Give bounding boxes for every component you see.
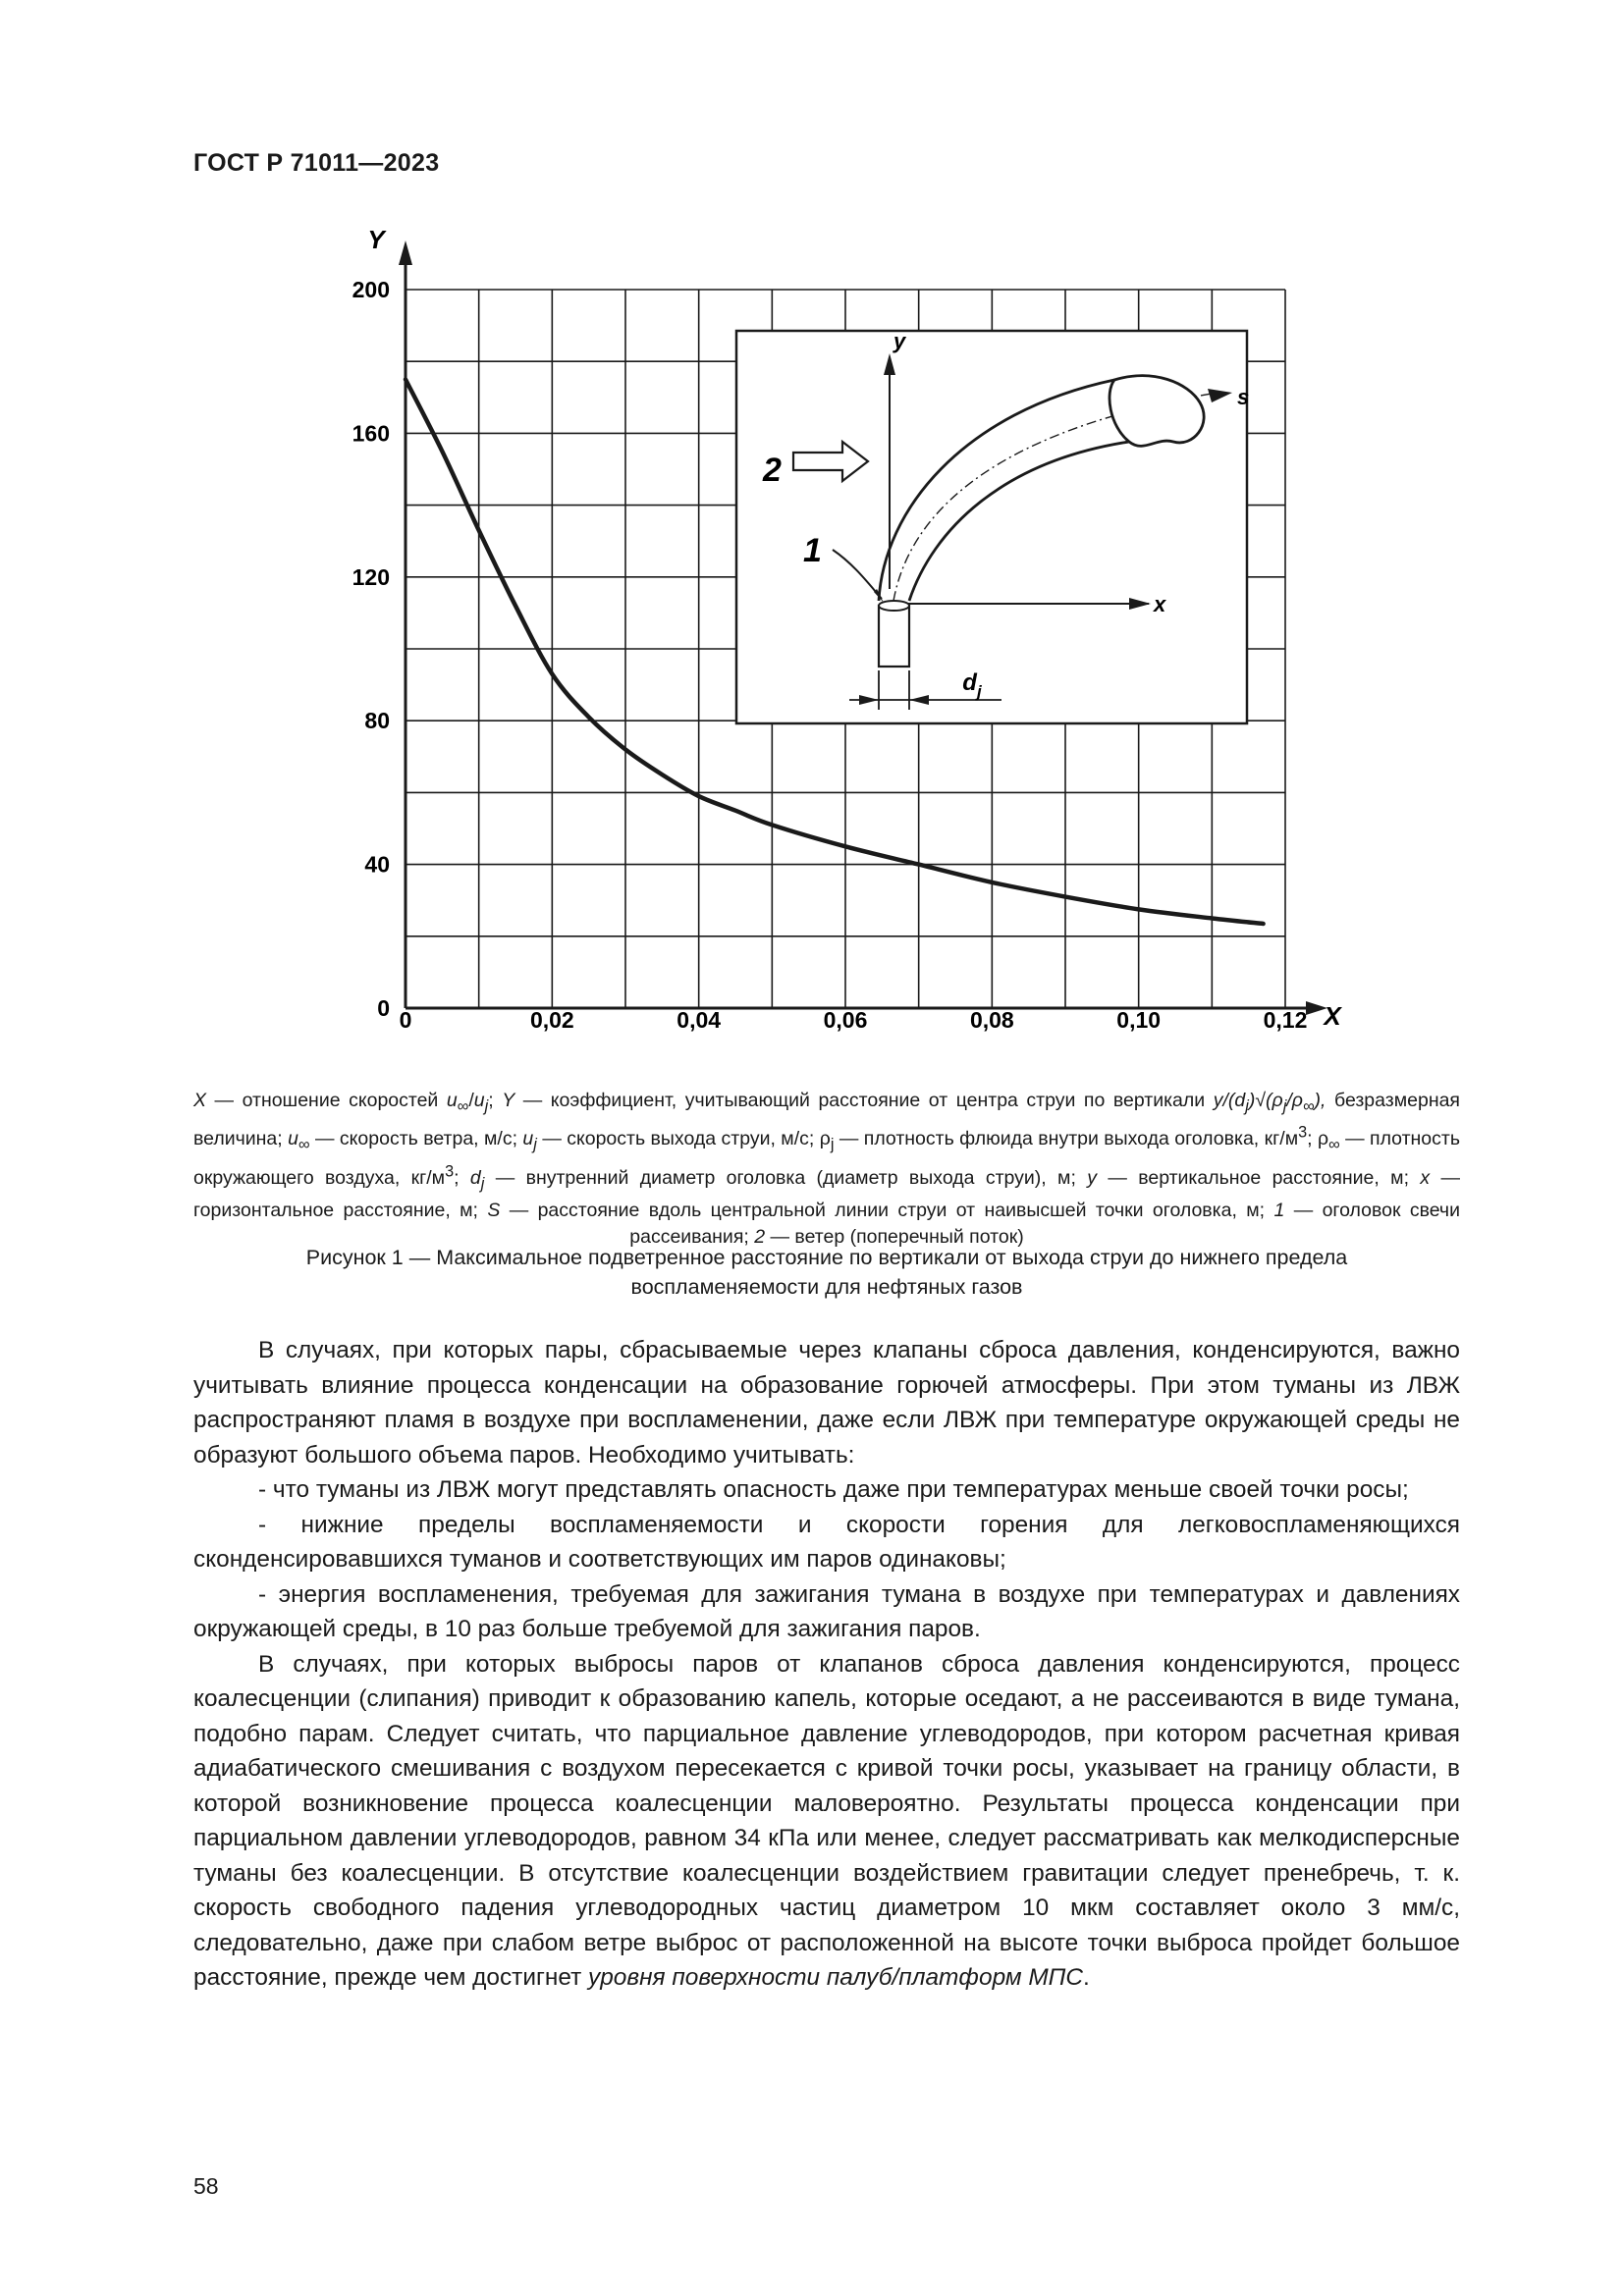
body-text	[193, 1333, 1460, 1996]
x-tick-label: 0,02	[529, 1007, 574, 1033]
page-number: 58	[193, 2173, 219, 2199]
inset-x-label: x	[1154, 592, 1166, 616]
document-header: ГОСТ Р 71011—2023	[193, 149, 440, 177]
paragraph-1: В случаях, при которых пары, сбрасываемые через клапаны сброса давления, конденсируются, важно учитывать влияние процесса конденсации на образование горючей атмосферы. При этом туманы из ЛВЖ распространяют пламя в воздухе при воспламенении, даже если ЛВЖ при температуре окружающей среды не образуют большого объема паров. Необходимо учитывать:	[193, 1337, 1460, 1468]
y-tick-label: 120	[352, 563, 390, 590]
paragraph-4: - энергия воспламенения, требуемая для зажигания тумана в воздухе при температурах и давлениях окружающей среды, в 10 раз больше требуемой для зажигания паров.	[193, 1580, 1460, 1642]
y-axis-arrow	[399, 240, 412, 265]
y-tick-label: 160	[352, 420, 390, 447]
x-tick-label: 0,06	[823, 1007, 868, 1033]
x-tick-labels	[400, 1007, 1308, 1033]
stack-pipe	[879, 606, 909, 667]
caption-line-1: Рисунок 1 — Максимальное подветренное расстояние по вертикали от выхода струи до нижнего предела	[305, 1246, 1348, 1269]
figure-chart	[0, 0, 1624, 1060]
x-axis-label: X	[1324, 1001, 1341, 1031]
inset-y-label: y	[893, 329, 906, 353]
x-tick-label: 0,04	[677, 1007, 722, 1033]
emphasis-text: уровня поверхности палуб/платформ МПС	[588, 1964, 1083, 1991]
inset-s-label: s	[1237, 385, 1250, 409]
x-tick-label: 0,08	[969, 1007, 1014, 1033]
x-tick-label: 0	[399, 1007, 412, 1033]
label-2: 2	[763, 452, 782, 489]
y-tick-label: 0	[377, 995, 390, 1021]
paragraph-3: - нижние пределы воспламеняемости и скорости горения для легковоспламеняющихся сконденсировавшихся туманов и соответствующих им паров одинаковы;	[193, 1511, 1460, 1573]
y-tick-labels	[352, 277, 390, 1021]
y-tick-label: 200	[352, 277, 390, 302]
legend-x-def: X — отношение скоростей $u_\infty/u_j$; Y — коэффициент, учитывающий расстояние от центра струи по вертикали	[193, 1090, 1206, 1115]
paragraph-2: - что туманы из ЛВЖ могут представлять опасность даже при температурах меньше своей точки росы;	[258, 1476, 1409, 1503]
figure-legend	[193, 1088, 1460, 1251]
label-1: 1	[803, 532, 822, 569]
caption-line-2: воспламеняемости для нефтяных газов	[630, 1275, 1023, 1299]
inset-diagram	[736, 329, 1249, 723]
legend-formula: $y/(d_j)√(\rho_j/\rho_\infty)$,	[1213, 1090, 1326, 1115]
y-tick-label: 80	[364, 708, 390, 734]
legend-rest: безразмерная величина; $u_\infty$ — скорость ветра, м/с; $u_j$ — скорость выхода струи, м/с; $\rho_j$ — плотность флюида внутри выхода оголовка, $кг/м^3$; $\rho_\infty$ — плотность окружающего воздуха, $кг/м^3$; $d_j$ — внутренний диаметр оголовка (диаметр выхода струи), м; y — вертикальное расстояние, м; x — горизонтальное расстояние, м; S — расстояние вдоль центральной линии струи от наивысшей точки оголовка, м; 1 — оголовок свечи рассеивания; 2 — ветер (поперечный поток)	[193, 1090, 1460, 1248]
dj-label: $d_j$	[962, 669, 982, 701]
figure-caption	[193, 1243, 1460, 1302]
x-tick-label: 0,10	[1116, 1007, 1162, 1033]
y-tick-label: 40	[364, 851, 390, 878]
paragraph-5: В случаях, при которых выбросы паров от клапанов сброса давления конденсируются, процесс коалесценции (слипания) приводит к образованию капель, которые оседают, а не рассеиваются в виде тумана, подобно парам. Следует считать, что парциальное давление углеводородов, при котором расчетная кривая адиабатического смешивания с воздухом пересекается с кривой точки росы, указывает на границу области, в которой возникновение процесса коалесценции маловероятно. Результаты процесса конденсации при парциальном давлении углеводородов, равном 34 кПа или менее, следует рассматривать как мелкодисперсные туманы без коалесценции. В отсутствие коалесценции воздействием гравитации следует пренебречь, т. к. скорость свободного падения углеводородных частиц диаметром 10 мкм составляет около 3 мм/с, следовательно, даже при слабом ветре выброс от расположенной на высоте точки выброса пройдет большое расстояние, прежде чем достигнет уровня поверхности палуб/платформ МПС.	[193, 1650, 1460, 1991]
y-axis-label: Y	[367, 225, 385, 254]
x-tick-label: 0,12	[1263, 1007, 1308, 1033]
